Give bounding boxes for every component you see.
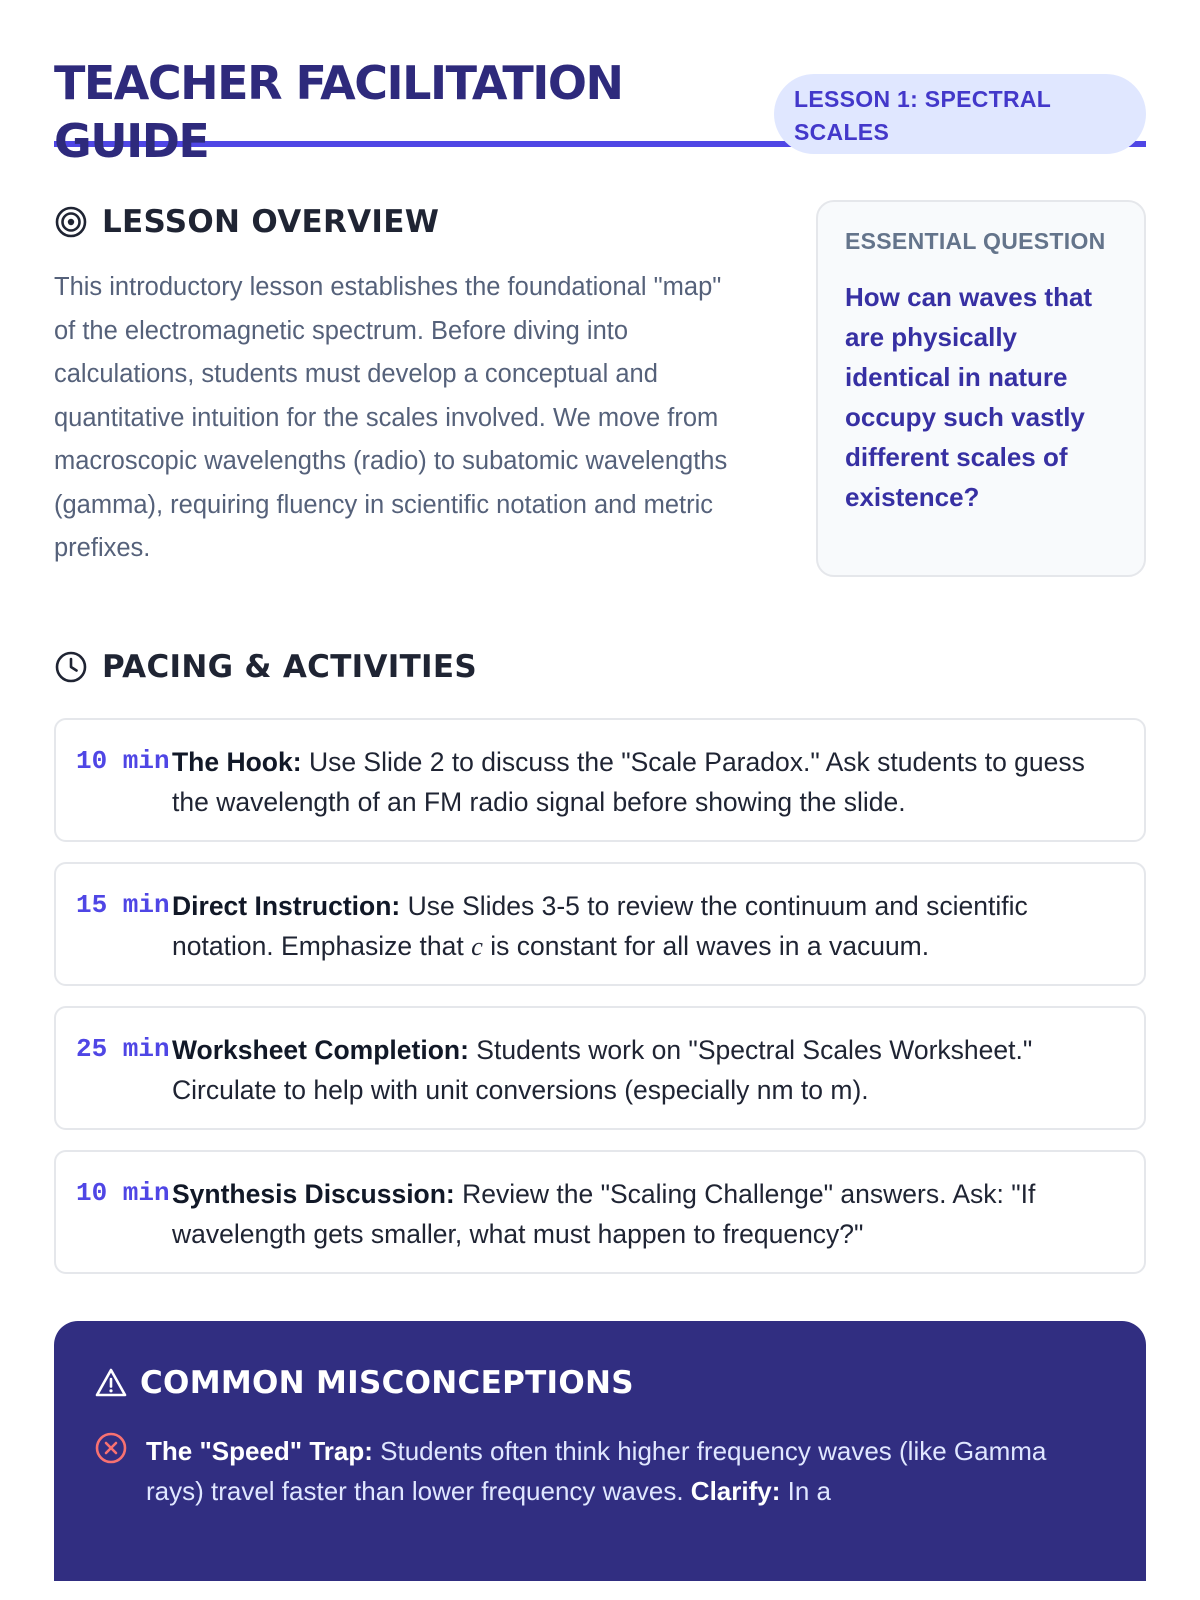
- x-circle-icon: [94, 1431, 128, 1465]
- misconceptions-heading-text: COMMON MISCONCEPTIONS: [140, 1365, 634, 1401]
- lesson-badge: LESSON 1: SPECTRAL SCALES: [774, 74, 1146, 154]
- pacing-title: Synthesis Discussion:: [172, 1179, 455, 1209]
- pacing-title: Worksheet Completion:: [172, 1035, 469, 1065]
- target-icon: [54, 205, 88, 239]
- misconception-title: The "Speed" Trap:: [146, 1436, 373, 1466]
- overview-section: [54, 200, 1146, 577]
- pacing-section: [54, 645, 1146, 1274]
- page-title: TEACHER FACILITATION GUIDE: [54, 56, 623, 168]
- warning-triangle-icon: [94, 1366, 128, 1400]
- pacing-time: 15 min: [76, 890, 170, 920]
- pacing-heading-text: PACING & ACTIVITIES: [102, 649, 477, 685]
- clock-icon: [54, 650, 88, 684]
- pacing-time: 10 min: [76, 1178, 170, 1208]
- misconception-item-speed: [94, 1431, 1106, 1511]
- misconceptions-panel: [54, 1321, 1146, 1581]
- pacing-description: [172, 742, 1124, 822]
- pacing-title: Direct Instruction:: [172, 891, 401, 921]
- pacing-title: The Hook:: [172, 747, 302, 777]
- pacing-description: [172, 1030, 1124, 1110]
- pacing-time: 10 min: [76, 746, 170, 776]
- misconception-description: [146, 1431, 1106, 1511]
- pacing-text: Use Slide 2 to discuss the "Scale Paradox." Ask students to guess the wavelength of an FM radio signal before showing the slide.: [172, 747, 1085, 817]
- pacing-text: Use Slides 3-5 to review the continuum and scientific notation. Emphasize that: [172, 891, 1028, 961]
- clarify-label: Clarify:: [690, 1476, 781, 1506]
- pacing-text: Review the "Scaling Challenge" answers. Ask: "If wavelength gets smaller, what must happen to frequency?": [172, 1179, 1036, 1249]
- pacing-list: [54, 718, 1146, 1274]
- overview-main: [54, 200, 744, 577]
- overview-heading-text: LESSON OVERVIEW: [102, 204, 440, 240]
- pacing-text: Students work on "Spectral Scales Worksheet." Circulate to help with unit conversions (especially nm to m).: [172, 1035, 1033, 1105]
- pacing-text-continued: is constant for all waves in a vacuum.: [490, 931, 930, 961]
- pacing-description: [172, 1174, 1124, 1254]
- essential-question-label: ESSENTIAL QUESTION: [845, 228, 1106, 254]
- essential-question-text: How can waves that are physically identical in nature occupy such vastly different scales of existence?: [845, 282, 1093, 512]
- pacing-item-worksheet: [54, 1006, 1146, 1130]
- page-header: [54, 0, 1146, 168]
- pacing-item-hook: [54, 718, 1146, 842]
- pacing-description: [172, 886, 1124, 966]
- misconceptions-heading: [94, 1361, 1106, 1405]
- pacing-heading: [54, 645, 1146, 689]
- pacing-item-direct-instruction: [54, 862, 1146, 986]
- clarify-text: In a: [787, 1476, 831, 1506]
- speed-of-light-variable: c: [471, 931, 483, 961]
- misconception-text: Students often think higher frequency waves (like Gamma rays) travel faster than lower frequency waves.: [146, 1436, 1047, 1506]
- pacing-item-synthesis: [54, 1150, 1146, 1274]
- overview-heading: [54, 200, 744, 244]
- pacing-time: 25 min: [76, 1034, 170, 1064]
- essential-question-card: [816, 200, 1146, 577]
- overview-body: This introductory lesson establishes the foundational "map" of the electromagnetic spectrum. Before diving into calculations, students must develop a conceptual and quantitative intuition for the scales involved. We move from macroscopic wavelengths (radio) to subatomic wavelengths (gamma), requiring fluency in scientific notation and metric prefixes.: [54, 273, 728, 562]
